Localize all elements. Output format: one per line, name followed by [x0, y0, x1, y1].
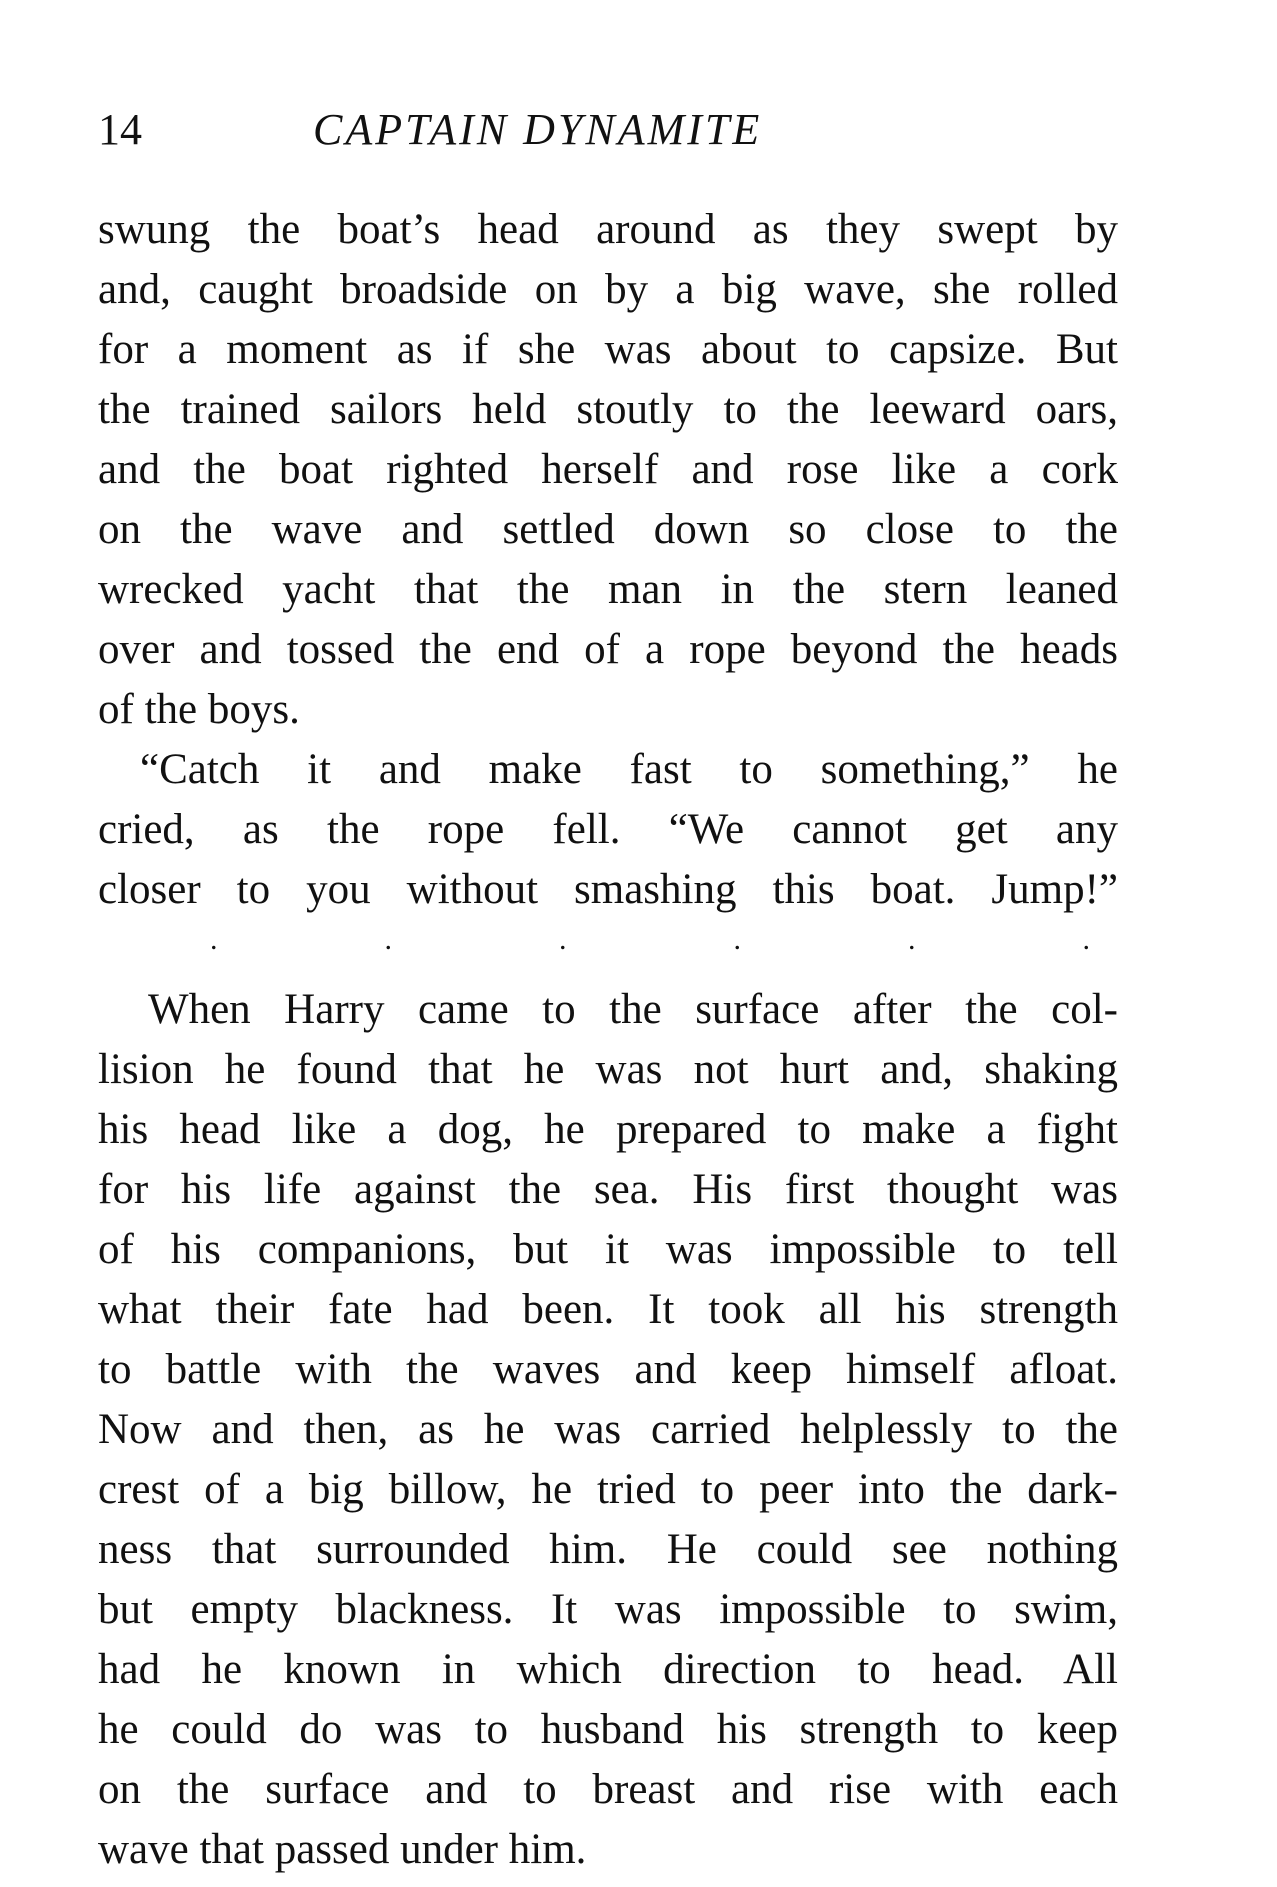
- section-break: [210, 920, 1090, 960]
- text-line: but empty blackness. It was impossible to swim,: [98, 1586, 1118, 1633]
- text-line: his head like a dog, he prepared to make a fight: [98, 1106, 1118, 1153]
- paragraph: [98, 980, 1118, 1880]
- section-break-dot: .: [908, 923, 916, 956]
- text-line: of the boys.: [98, 686, 300, 733]
- text-line: crest of a big billow, he tried to peer into the dark-: [98, 1466, 1118, 1513]
- text-line: “Catch it and make fast to something,” he: [140, 746, 1118, 793]
- running-title: CAPTAIN DYNAMITE: [313, 105, 763, 154]
- text-line: he could do was to husband his strength to keep: [98, 1706, 1118, 1753]
- paragraph: [98, 200, 1118, 740]
- section-break-dot: .: [1082, 923, 1090, 956]
- text-line: to battle with the waves and keep himself afloat.: [98, 1346, 1118, 1393]
- text-line: wave that passed under him.: [98, 1826, 587, 1873]
- text-line: had he known in which direction to head. All: [98, 1646, 1118, 1693]
- text-line: what their fate had been. It took all his strength: [98, 1286, 1118, 1333]
- body-text-bottom: [98, 980, 1118, 1880]
- text-line: and, caught broadside on by a big wave, she rolled: [98, 266, 1118, 313]
- section-break-dot: .: [210, 923, 218, 956]
- running-head: [98, 100, 1118, 160]
- text-line: the trained sailors held stoutly to the leeward oars,: [98, 386, 1118, 433]
- section-break-dot: .: [733, 923, 741, 956]
- text-line: for a moment as if she was about to capsize. But: [98, 326, 1118, 373]
- text-line: over and tossed the end of a rope beyond the heads: [98, 626, 1118, 673]
- text-line: on the surface and to breast and rise with each: [98, 1766, 1118, 1813]
- text-line: of his companions, but it was impossible to tell: [98, 1226, 1118, 1273]
- text-line: swung the boat’s head around as they swept by: [98, 206, 1118, 253]
- text-line: and the boat righted herself and rose like a cork: [98, 446, 1118, 493]
- text-line: When Harry came to the surface after the col-: [148, 986, 1118, 1033]
- text-line: lision he found that he was not hurt and, shaking: [98, 1046, 1118, 1093]
- body-text-top: [98, 200, 1118, 920]
- text-line: on the wave and settled down so close to the: [98, 506, 1118, 553]
- text-line: cried, as the rope fell. “We cannot get any: [98, 806, 1118, 853]
- text-line: closer to you without smashing this boat. Jump!”: [98, 866, 1118, 913]
- page-number: 14: [98, 105, 142, 154]
- paragraph: [98, 740, 1118, 920]
- section-break-dot: .: [559, 923, 567, 956]
- section-break-dot: .: [384, 923, 392, 956]
- text-line: Now and then, as he was carried helplessly to the: [98, 1406, 1118, 1453]
- text-line: for his life against the sea. His first thought was: [98, 1166, 1118, 1213]
- text-line: wrecked yacht that the man in the stern leaned: [98, 566, 1118, 613]
- text-line: ness that surrounded him. He could see nothing: [98, 1526, 1118, 1573]
